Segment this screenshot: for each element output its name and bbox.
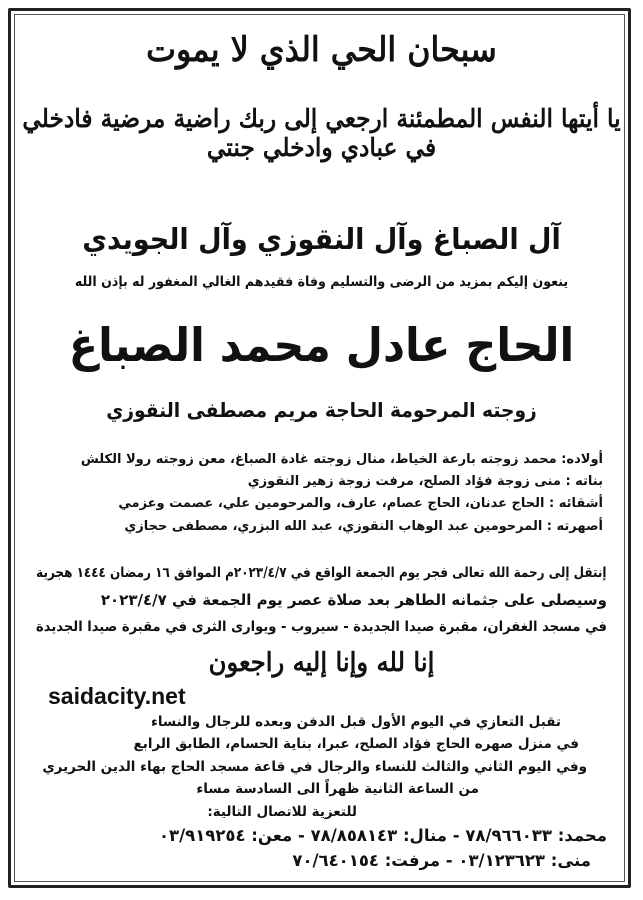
verse-calligraphy: يا أيتها النفس المطمئنة ارجعي إلى ربك راضية مرضية فادخلي في عبادي وادخلي جنتي: [22, 104, 621, 162]
phone-numbers-line: منى: ٠٣/١٢٣٦٢٣ - مرفت: ٧٠/٦٤٠١٥٤: [292, 851, 591, 870]
top-calligraphy: سبحان الحي الذي لا يموت: [146, 30, 497, 70]
passing-date-line: إنتقل إلى رحمة الله تعالى فجر يوم الجمعة الواقع في ٢٠٢٣/٤/٧م الموافق ١٦ رمضان ١٤٤٤ هجرية: [36, 565, 607, 581]
website-watermark: saidacity.net: [48, 683, 186, 709]
relatives-sons: أولاده: محمد زوجته بارعة الخياط، منال زوجته غادة الصباغ، معن زوجته رولا الكلش: [80, 452, 603, 467]
relatives-in-laws: أصهرته : المرحومين عبد الوهاب النقوزي، عبد الله البزري، مصطفى حجازي: [124, 519, 603, 534]
wife-line: زوجته المرحومة الحاجة مريم مصطفى النقوزي: [106, 398, 537, 422]
deceased-name: الحاج عادل محمد الصباغ: [68, 318, 575, 372]
condolence-line: في منزل صهره الحاج فؤاد الصلح، عبرا، بناية الحسام، الطابق الرابع: [133, 736, 579, 752]
condolence-line: تقبل التعازي في اليوم الأول قبل الدفن وبعده للرجال والنساء: [150, 714, 561, 730]
condolence-line: وفي اليوم الثاني والثالث للنساء والرجال في قاعة مسجد الحاج بهاء الدين الحريري: [42, 759, 587, 775]
condolence-line: من الساعة الثانية ظهراً الى السادسة مساء: [196, 781, 479, 797]
families-heading: آل الصباغ وآل النقوزي وآل الجويدي: [82, 222, 561, 256]
relatives-brothers: أشقائه : الحاج عدنان، الحاج عصام، عارف، والمرحومين علي، عصمت وعزمي: [118, 496, 603, 511]
condolence-contacts-label: للتعزية للاتصال التالية:: [207, 804, 357, 820]
burial-location-line: في مسجد الغفران، مقبرة صيدا الجديدة - سيروب - ويوارى الثرى في مقبرة صيدا الجديدة: [36, 619, 607, 635]
closing-calligraphy: إنا لله وإنا إليه راجعون: [208, 648, 435, 678]
phone-numbers-line: محمد: ٧٨/٩٦٦٠٣٣ - منال: ٧٨/٨٥٨١٤٣ - معن: ٠٣/٩١٩٢٥٤: [158, 826, 607, 845]
funeral-prayer-line: وسيصلى على جثمانه الطاهر بعد صلاة عصر يوم الجمعة في ٢٠٢٣/٤/٧: [100, 591, 607, 609]
announcement-line: ينعون إليكم بمزيد من الرضى والتسليم وفاة فقيدهم الغالي المغفور له بإذن الله: [74, 274, 569, 290]
relatives-daughters: بناته : منى زوجة فؤاد الصلح، مرفت زوجة زهير النقوزي: [247, 474, 603, 489]
